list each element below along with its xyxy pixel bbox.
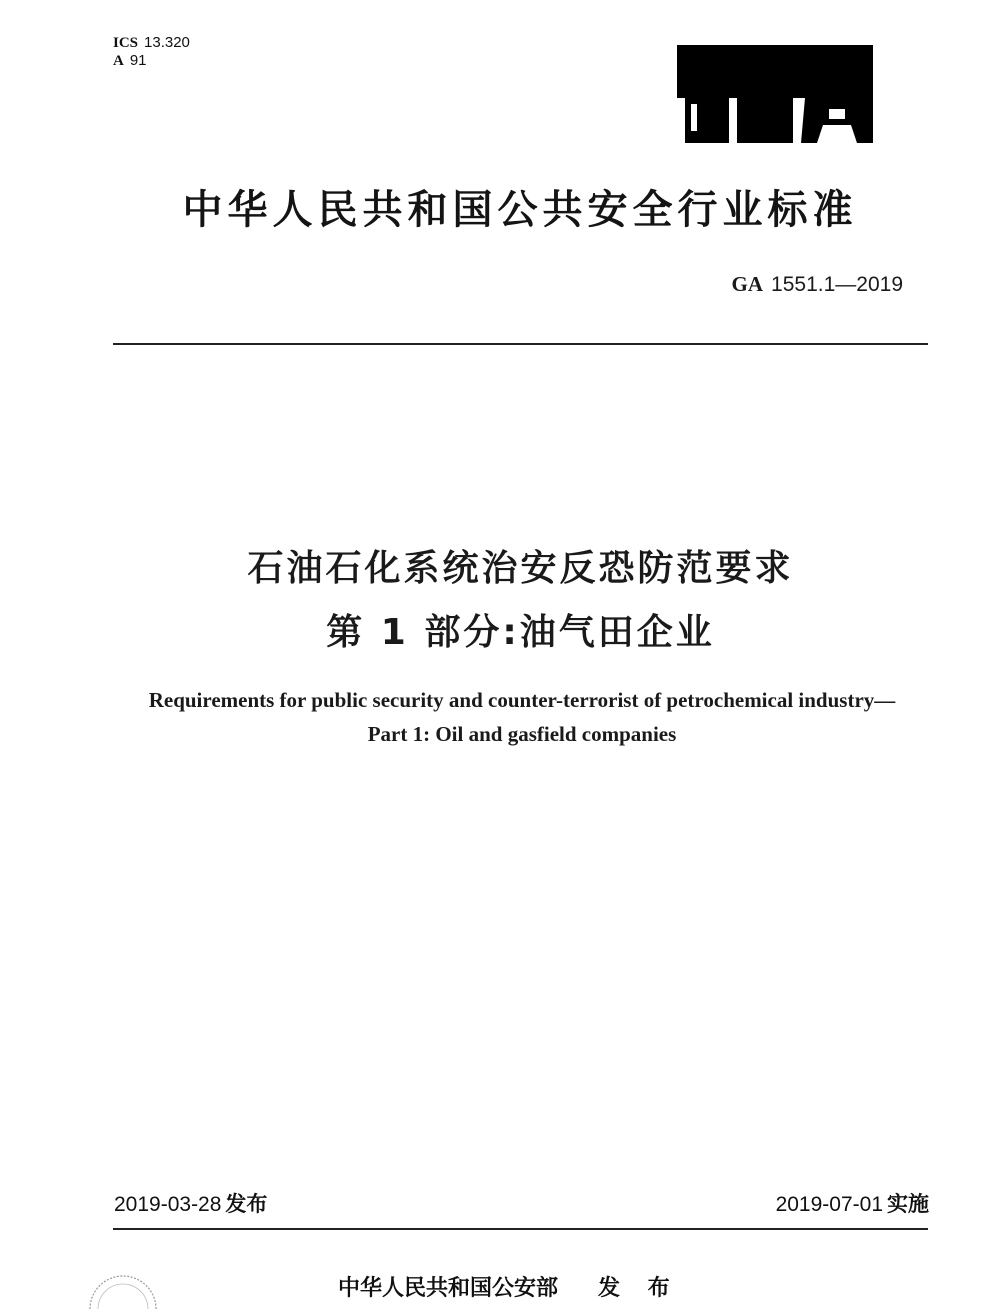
ga-logo: [677, 45, 873, 143]
ccs-value: 91: [129, 52, 147, 69]
issue-label: 发布: [225, 1192, 268, 1216]
ics-value: 13.320: [144, 34, 190, 51]
ics-code: [113, 34, 190, 52]
standard-prefix: GA: [731, 272, 764, 296]
publisher-name: 中华人民共和国公安部: [338, 1276, 559, 1301]
implementation-date: [776, 1188, 929, 1218]
issue-date-value: 2019-03-28: [114, 1193, 222, 1216]
chinese-title-line-1: 石油石化系统治安反恐防范要求: [247, 548, 794, 589]
implementation-date-value: 2019-07-01: [775, 1193, 883, 1216]
ics-label: ICS: [113, 35, 139, 51]
footer-divider: [113, 1228, 928, 1230]
classification-codes: [113, 34, 190, 70]
anti-counterfeit-stamp-icon: [84, 1268, 162, 1309]
standard-code: 1551.1—2019: [771, 273, 903, 296]
implementation-label: 实施: [887, 1192, 929, 1216]
header-divider: [113, 343, 928, 345]
publish-label: 发 布: [598, 1276, 680, 1301]
publisher-line: [338, 1271, 680, 1302]
issue-date: [114, 1188, 267, 1218]
ccs-label: A: [113, 53, 124, 69]
industry-standard-title: 中华人民共和国公共安全行业标准: [182, 187, 858, 233]
chinese-title-line-2: 第 1 部分:油气田企业: [326, 612, 715, 653]
english-title-line-1: Requirements for public security and counter-terrorist of petrochemical industry—: [148, 688, 896, 712]
english-title-line-2: Part 1: Oil and gasfield companies: [367, 722, 677, 746]
ccs-code: [113, 52, 190, 70]
standard-number: [732, 272, 903, 297]
